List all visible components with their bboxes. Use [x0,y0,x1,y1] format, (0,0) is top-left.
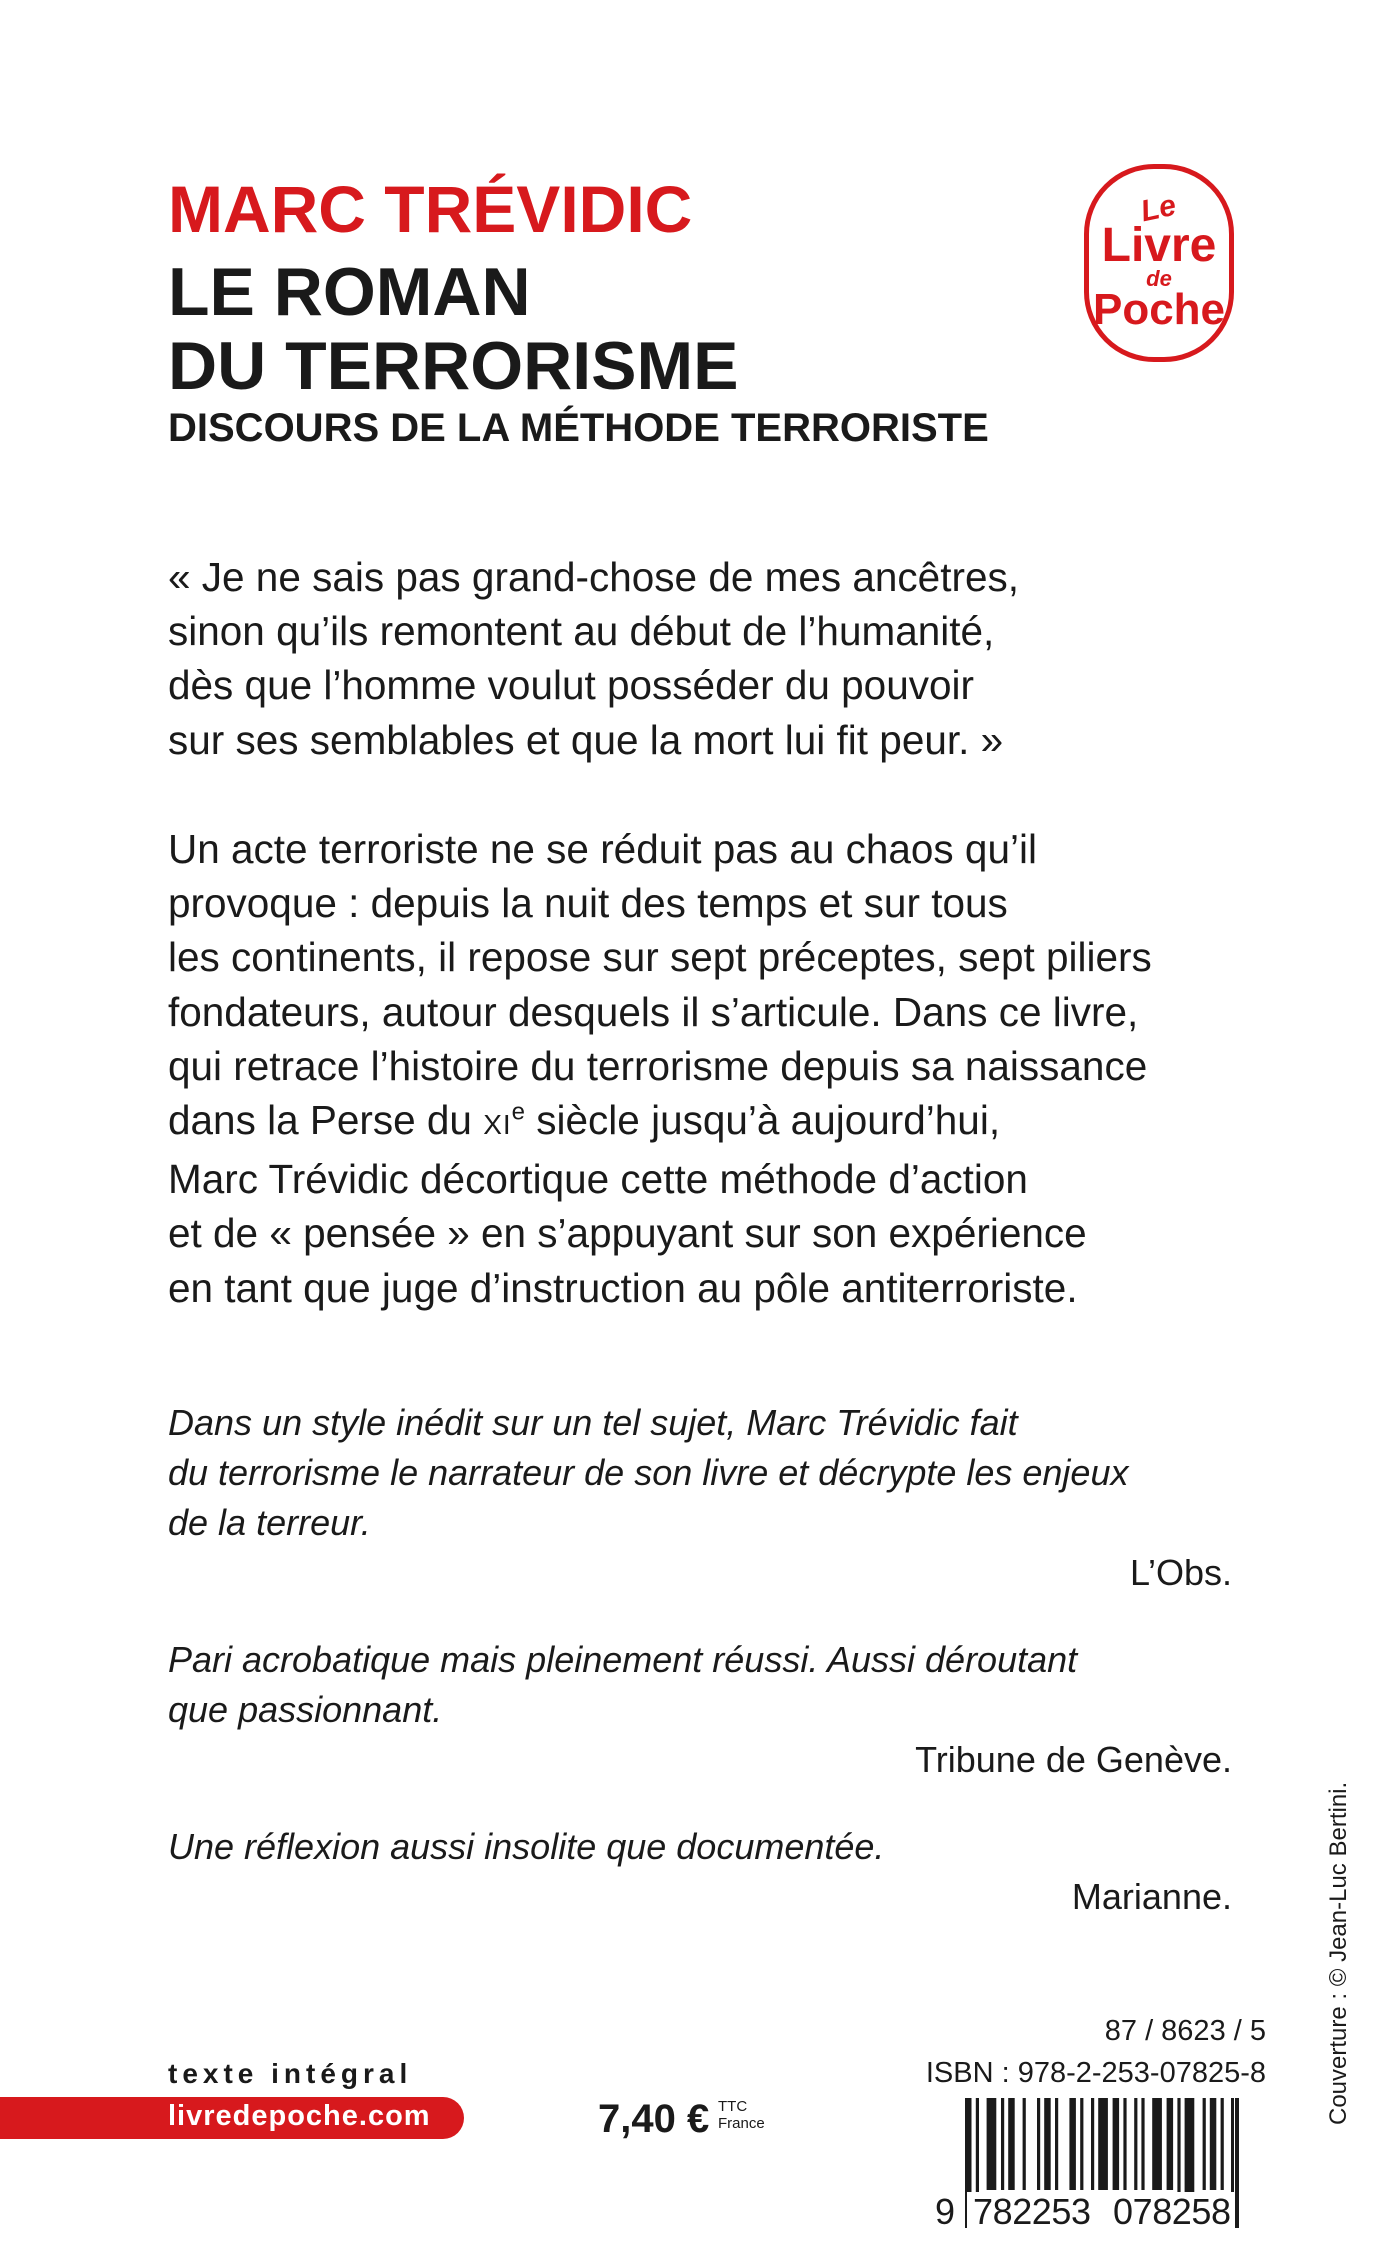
book-summary [168,822,1288,1315]
logo-text-de: de [1146,266,1172,291]
price-note-ttc: TTC [718,2098,748,2115]
website-link[interactable]: livredepoche.com [168,2100,431,2132]
review-source: L’Obs. [1129,1552,1232,1593]
cover-credit: Couverture : © Jean-Luc Bertini. [1325,1781,1352,2125]
summary-line-century [168,1093,1288,1152]
title-line-2: DU TERRORISME [168,328,739,404]
opening-quote [168,550,1288,767]
barcode-digits-left: 782253 [973,2191,1091,2228]
review-source: Tribune de Genève. [915,1739,1232,1780]
quote-line: dès que l’homme voulut posséder du pouvoir [168,662,974,709]
review-line: Une réflexion aussi insolite que documentée. [168,1826,885,1867]
publisher-logo [1084,164,1234,362]
price-note-france: France [718,2115,765,2132]
review-line: Dans un style inédit sur un tel sujet, Marc Trévidic fait [168,1402,1018,1443]
title-line-1: LE ROMAN [168,254,531,330]
quote-line: sinon qu’ils remontent au début de l’humanité, [168,608,995,655]
unabridged-label: texte intégral [168,2058,413,2089]
review-line: que passionnant. [168,1689,443,1730]
summary-line: fondateurs, autour desquels il s’articule. Dans ce livre, [168,988,1139,1035]
review-line: de la terreur. [168,1502,371,1543]
book-title [168,255,738,403]
review-line: du terrorisme le narrateur de son livre et décrypte les enjeux [168,1452,1129,1493]
summary-line: qui retrace l’histoire du terrorisme depuis sa naissance [168,1042,1148,1089]
barcode-digits-right: 078258 [1113,2191,1231,2228]
author-name: MARC TRÉVIDIC [168,172,693,246]
review-source: Marianne. [1071,1876,1232,1917]
press-review-marianne [168,1822,1232,1922]
logo-text-poche: Poche [1092,285,1226,334]
barcode-digit-first: 9 [935,2191,956,2228]
summary-text: dans la Perse du [168,1097,484,1144]
summary-text: siècle jusqu’à aujourd’hui, [525,1097,1001,1144]
century-suffix: e [511,1098,526,1126]
quote-line: « Je ne sais pas grand-chose de mes ancêtres, [168,554,1019,600]
review-line: Pari acrobatique mais pleinement réussi. Aussi déroutant [168,1639,1078,1680]
press-review-tribune [168,1635,1232,1785]
review-text [168,1635,1232,1735]
price-note [718,2098,765,2132]
summary-line: provoque : depuis la nuit des temps et sur tous [168,880,1008,927]
book-subtitle: DISCOURS DE LA MÉTHODE TERRORISTE [168,406,989,450]
summary-line: les continents, il repose sur sept préceptes, sept piliers [168,934,1152,981]
summary-line: Un acte terroriste ne se réduit pas au chaos qu’il [168,826,1037,872]
summary-line: Marc Trévidic décortique cette méthode d’action [168,1156,1028,1203]
catalog-code: 87 / 8623 / 5 [1104,2015,1266,2047]
century-numeral: XI [483,1109,512,1141]
logo-text-le: Le [1138,188,1180,229]
logo-text-livre: Livre [1101,219,1217,272]
isbn: ISBN : 978-2-253-07825-8 [925,2057,1266,2089]
summary-line: et de « pensée » en s’appuyant sur son expérience [168,1210,1087,1257]
review-text [168,1398,1232,1548]
price: 7,40 € [598,2097,710,2141]
review-text [168,1822,1232,1872]
quote-line: sur ses semblables et que la mort lui fit peur. » [168,716,1004,763]
summary-line: en tant que juge d’instruction au pôle antiterroriste. [168,1264,1078,1311]
press-review-lobs [168,1398,1232,1598]
barcode [935,2098,1267,2228]
